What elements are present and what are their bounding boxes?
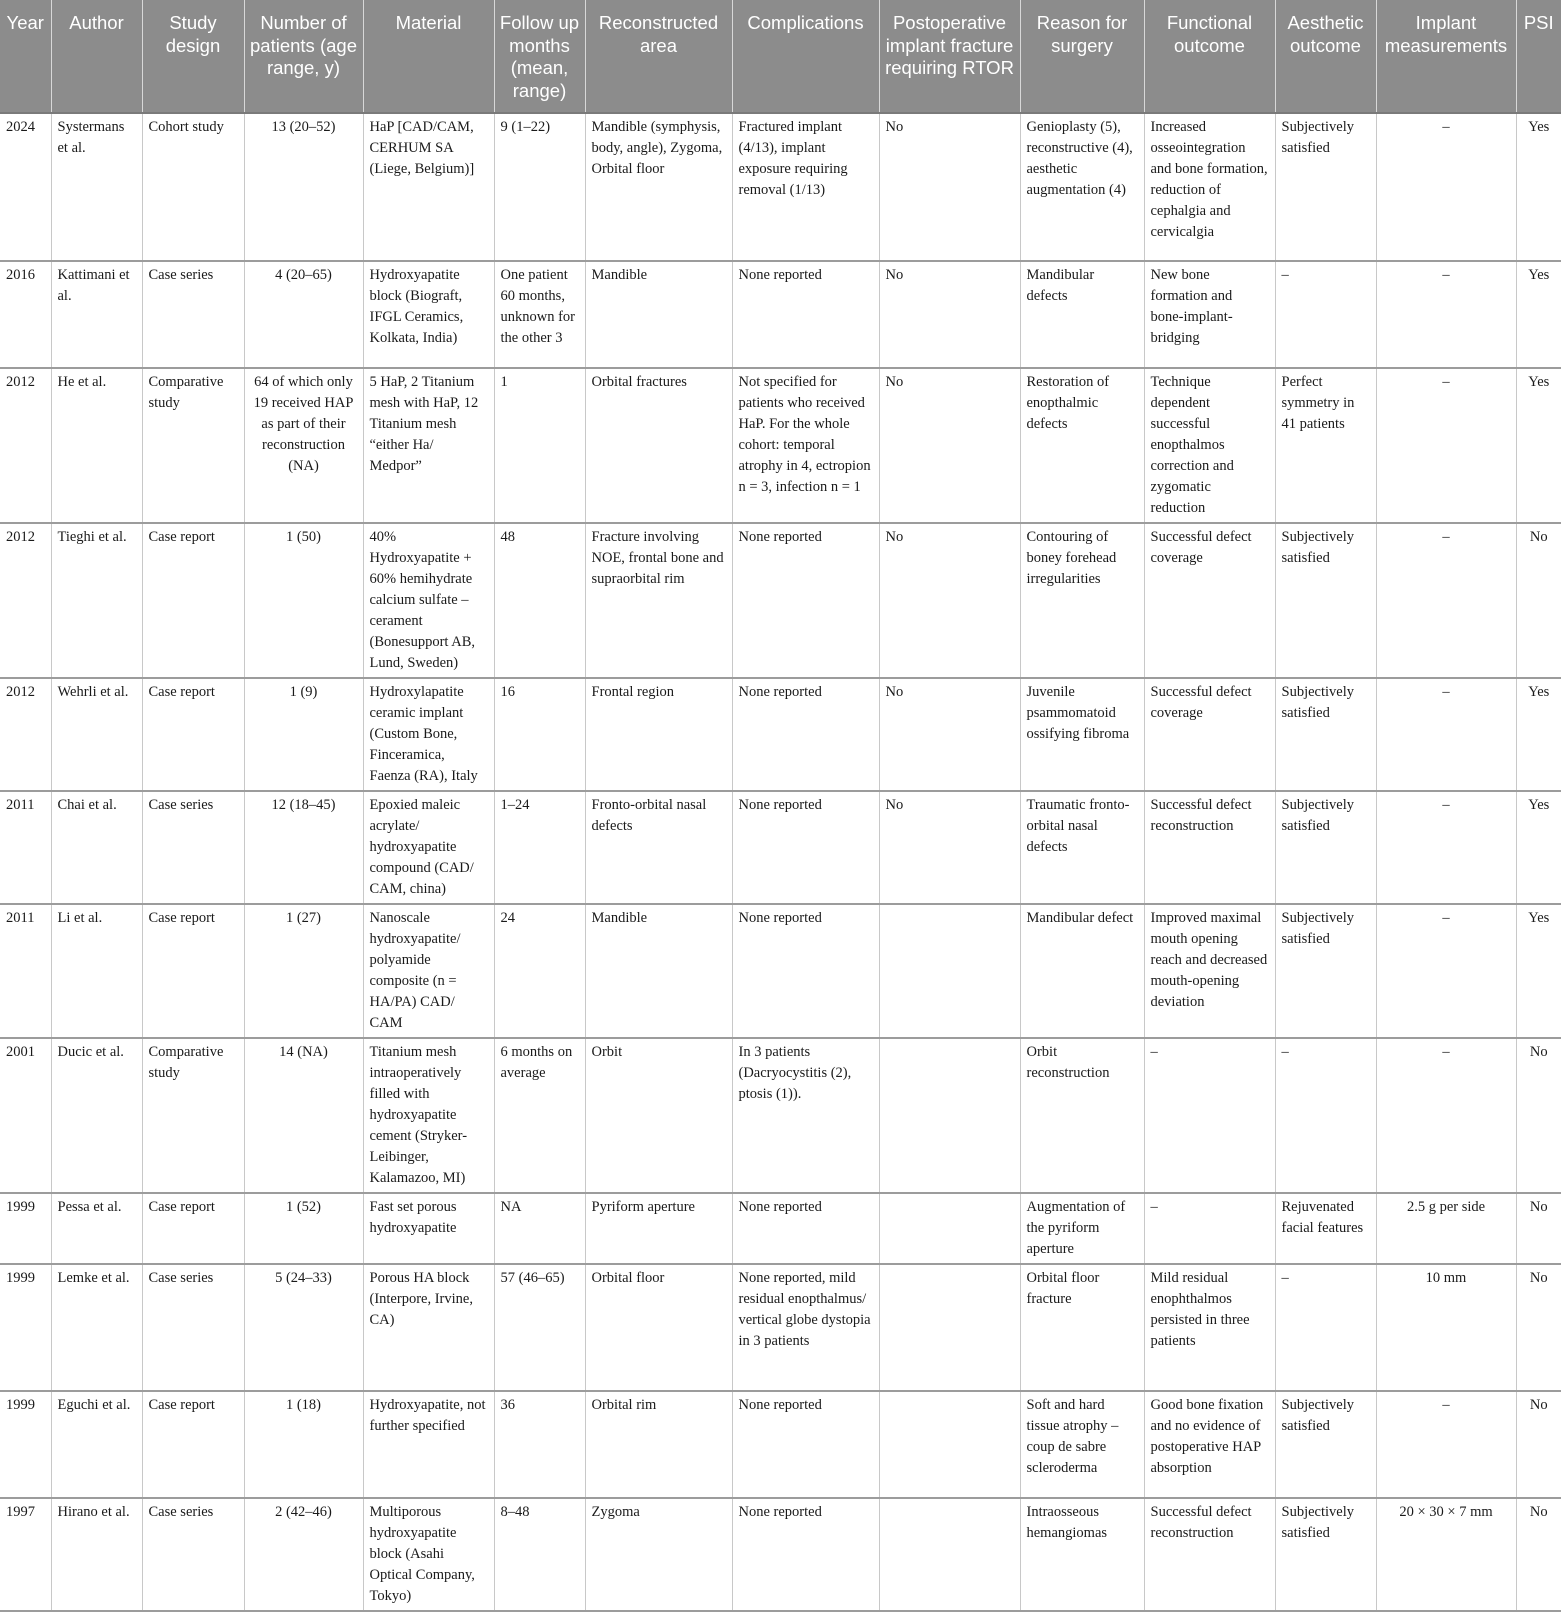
header-author: Author (51, 0, 142, 113)
cell-reason-for-surgery: Orbit reconstruction (1020, 1038, 1144, 1193)
cell-material: Porous HA block (Interpore, Irvine, CA) (363, 1264, 494, 1391)
cell-aesthetic-outcome: Subjectively satisfied (1275, 1391, 1376, 1498)
cell-aesthetic-outcome: – (1275, 1264, 1376, 1391)
cell-complications: None reported (732, 261, 879, 368)
cell-postoperative-fracture: No (879, 261, 1020, 368)
table-body (0, 113, 1561, 1611)
cell-psi: Yes (1516, 678, 1561, 791)
cell-reason-for-surgery: Orbital floor fracture (1020, 1264, 1144, 1391)
cell-number-of-patients: 64 of which only 19 received HAP as part of their reconstruction (NA) (244, 368, 363, 523)
cell-reconstructed-area: Fracture involving NOE, frontal bone and supraorbital rim (585, 523, 732, 678)
header-functional-outcome: Functional outcome (1144, 0, 1275, 113)
cell-number-of-patients: 1 (18) (244, 1391, 363, 1498)
cell-material: Hydroxyapatite block (Biograft, IFGL Ceramics, Kolkata, India) (363, 261, 494, 368)
cell-reconstructed-area: Pyriform aperture (585, 1193, 732, 1264)
cell-postoperative-fracture: No (879, 678, 1020, 791)
cell-reason-for-surgery: Soft and hard tissue atrophy – coup de sabre scleroderma (1020, 1391, 1144, 1498)
cell-reconstructed-area: Fronto-orbital nasal defects (585, 791, 732, 904)
cell-psi: No (1516, 1038, 1561, 1193)
cell-aesthetic-outcome: Rejuvenated facial features (1275, 1193, 1376, 1264)
cell-functional-outcome: Successful defect coverage (1144, 523, 1275, 678)
cell-follow-up: 16 (494, 678, 585, 791)
cell-aesthetic-outcome: Subjectively satisfied (1275, 904, 1376, 1038)
cell-implant-measurements: – (1376, 1038, 1516, 1193)
header-reconstructed-area: Reconstructed area (585, 0, 732, 113)
table-header (0, 0, 1561, 113)
cell-aesthetic-outcome: Subjectively satisfied (1275, 1498, 1376, 1611)
cell-follow-up: 24 (494, 904, 585, 1038)
table-row (0, 1498, 1561, 1611)
cell-reconstructed-area: Mandible (585, 261, 732, 368)
cell-complications: None reported (732, 678, 879, 791)
cell-complications: None reported, mild residual enopthalmus/ vertical globe dystopia in 3 patients (732, 1264, 879, 1391)
cell-aesthetic-outcome: Subjectively satisfied (1275, 678, 1376, 791)
cell-author: Chai et al. (51, 791, 142, 904)
cell-author: Li et al. (51, 904, 142, 1038)
cell-aesthetic-outcome: Subjectively satisfied (1275, 113, 1376, 261)
header-study-design: Study design (142, 0, 244, 113)
cell-aesthetic-outcome: Subjectively satisfied (1275, 523, 1376, 678)
cell-number-of-patients: 4 (20–65) (244, 261, 363, 368)
table-row (0, 368, 1561, 523)
cell-material: Fast set porous hydroxyapatite (363, 1193, 494, 1264)
cell-reason-for-surgery: Traumatic fronto-orbital nasal defects (1020, 791, 1144, 904)
cell-implant-measurements: – (1376, 523, 1516, 678)
table-row (0, 791, 1561, 904)
cell-follow-up: 1 (494, 368, 585, 523)
cell-psi: No (1516, 523, 1561, 678)
cell-number-of-patients: 1 (52) (244, 1193, 363, 1264)
cell-year: 1999 (0, 1264, 51, 1391)
header-postoperative-fracture: Postoperative implant fracture requiring RTOR (879, 0, 1020, 113)
cell-postoperative-fracture: No (879, 791, 1020, 904)
header-number-of-patients: Number of patients (age range, y) (244, 0, 363, 113)
header-psi: PSI (1516, 0, 1561, 113)
cell-reason-for-surgery: Mandibular defects (1020, 261, 1144, 368)
cell-aesthetic-outcome: – (1275, 261, 1376, 368)
cell-implant-measurements: – (1376, 678, 1516, 791)
cell-aesthetic-outcome: Perfect symmetry in 41 patients (1275, 368, 1376, 523)
cell-year: 2011 (0, 904, 51, 1038)
cell-study-design: Comparative study (142, 1038, 244, 1193)
table-row (0, 1038, 1561, 1193)
cell-follow-up: 8–48 (494, 1498, 585, 1611)
cell-psi: Yes (1516, 113, 1561, 261)
cell-reason-for-surgery: Intraosseous hemangiomas (1020, 1498, 1144, 1611)
header-reason-for-surgery: Reason for surgery (1020, 0, 1144, 113)
cell-complications: None reported (732, 1193, 879, 1264)
cell-year: 1997 (0, 1498, 51, 1611)
cell-author: Kattimani et al. (51, 261, 142, 368)
cell-number-of-patients: 14 (NA) (244, 1038, 363, 1193)
cell-reconstructed-area: Zygoma (585, 1498, 732, 1611)
cell-material: 40% Hydroxyapatite + 60% hemihydrate calcium sulfate – cerament (Bonesupport AB, Lund, Sweden) (363, 523, 494, 678)
cell-study-design: Case report (142, 1193, 244, 1264)
cell-year: 2001 (0, 1038, 51, 1193)
cell-number-of-patients: 13 (20–52) (244, 113, 363, 261)
cell-functional-outcome: – (1144, 1193, 1275, 1264)
cell-study-design: Comparative study (142, 368, 244, 523)
cell-follow-up: One patient 60 months, unknown for the other 3 (494, 261, 585, 368)
cell-follow-up: 48 (494, 523, 585, 678)
cell-aesthetic-outcome: Subjectively satisfied (1275, 791, 1376, 904)
cell-psi: Yes (1516, 261, 1561, 368)
cell-implant-measurements: – (1376, 791, 1516, 904)
table-row (0, 1264, 1561, 1391)
cell-functional-outcome: Successful defect coverage (1144, 678, 1275, 791)
cell-author: Wehrli et al. (51, 678, 142, 791)
cell-study-design: Case report (142, 678, 244, 791)
cell-study-design: Cohort study (142, 113, 244, 261)
cell-reconstructed-area: Mandible (585, 904, 732, 1038)
cell-number-of-patients: 1 (50) (244, 523, 363, 678)
header-row (0, 0, 1561, 113)
cell-material: Hydroxylapatite ceramic implant (Custom Bone, Finceramica, Faenza (RA), Italy (363, 678, 494, 791)
cell-follow-up: 57 (46–65) (494, 1264, 585, 1391)
cell-aesthetic-outcome: – (1275, 1038, 1376, 1193)
table-row (0, 261, 1561, 368)
cell-number-of-patients: 1 (27) (244, 904, 363, 1038)
cell-author: Systermans et al. (51, 113, 142, 261)
cell-author: Ducic et al. (51, 1038, 142, 1193)
cell-functional-outcome: – (1144, 1038, 1275, 1193)
cell-functional-outcome: Successful defect reconstruction (1144, 791, 1275, 904)
cell-material: Epoxied maleic acrylate/ hydroxyapatite compound (CAD/ CAM, china) (363, 791, 494, 904)
cell-complications: None reported (732, 791, 879, 904)
cell-reconstructed-area: Orbit (585, 1038, 732, 1193)
cell-psi: Yes (1516, 904, 1561, 1038)
cell-psi: No (1516, 1498, 1561, 1611)
cell-postoperative-fracture (879, 904, 1020, 1038)
cell-implant-measurements: – (1376, 113, 1516, 261)
cell-functional-outcome: Successful defect reconstruction (1144, 1498, 1275, 1611)
cell-postoperative-fracture: No (879, 368, 1020, 523)
cell-author: He et al. (51, 368, 142, 523)
cell-number-of-patients: 1 (9) (244, 678, 363, 791)
cell-functional-outcome: New bone formation and bone-implant-bridging (1144, 261, 1275, 368)
cell-reconstructed-area: Frontal region (585, 678, 732, 791)
header-material: Material (363, 0, 494, 113)
cell-study-design: Case series (142, 1264, 244, 1391)
cell-reconstructed-area: Orbital floor (585, 1264, 732, 1391)
cell-number-of-patients: 12 (18–45) (244, 791, 363, 904)
cell-year: 2024 (0, 113, 51, 261)
cell-complications: None reported (732, 523, 879, 678)
cell-material: 5 HaP, 2 Titanium mesh with HaP, 12 Titanium mesh “either Ha/ Medpor” (363, 368, 494, 523)
cell-reconstructed-area: Orbital rim (585, 1391, 732, 1498)
cell-number-of-patients: 2 (42–46) (244, 1498, 363, 1611)
cell-postoperative-fracture (879, 1193, 1020, 1264)
cell-study-design: Case series (142, 1498, 244, 1611)
table-row (0, 904, 1561, 1038)
cell-study-design: Case report (142, 1391, 244, 1498)
header-implant-measurements: Implant measurements (1376, 0, 1516, 113)
table-row (0, 523, 1561, 678)
cell-material: Titanium mesh intraoperatively filled with hydroxyapatite cement (Stryker-Leibinger, Kalamazoo, MI) (363, 1038, 494, 1193)
cell-postoperative-fracture (879, 1038, 1020, 1193)
cell-year: 2012 (0, 678, 51, 791)
cell-implant-measurements: – (1376, 1391, 1516, 1498)
cell-reason-for-surgery: Juvenile psammomatoid ossifying fibroma (1020, 678, 1144, 791)
header-complications: Complications (732, 0, 879, 113)
cell-reason-for-surgery: Contouring of boney forehead irregularities (1020, 523, 1144, 678)
cell-reason-for-surgery: Mandibular defect (1020, 904, 1144, 1038)
cell-study-design: Case series (142, 791, 244, 904)
cell-follow-up: 9 (1–22) (494, 113, 585, 261)
cell-material: Nanoscale hydroxyapatite/ polyamide composite (n = HA/PA) CAD/ CAM (363, 904, 494, 1038)
cell-implant-measurements: – (1376, 261, 1516, 368)
cell-reason-for-surgery: Genioplasty (5), reconstructive (4), aesthetic augmentation (4) (1020, 113, 1144, 261)
table-row (0, 1193, 1561, 1264)
table-row (0, 1391, 1561, 1498)
cell-material: HaP [CAD/CAM, CERHUM SA (Liege, Belgium)] (363, 113, 494, 261)
header-aesthetic-outcome: Aesthetic outcome (1275, 0, 1376, 113)
cell-reconstructed-area: Mandible (symphysis, body, angle), Zygoma, Orbital floor (585, 113, 732, 261)
cell-postoperative-fracture (879, 1264, 1020, 1391)
cell-year: 2012 (0, 523, 51, 678)
cell-reason-for-surgery: Restoration of enopthalmic defects (1020, 368, 1144, 523)
cell-complications: In 3 patients (Dacryocystitis (2), ptosis (1)). (732, 1038, 879, 1193)
cell-author: Hirano et al. (51, 1498, 142, 1611)
cell-follow-up: 6 months on average (494, 1038, 585, 1193)
cell-implant-measurements: 10 mm (1376, 1264, 1516, 1391)
cell-complications: None reported (732, 904, 879, 1038)
cell-reconstructed-area: Orbital fractures (585, 368, 732, 523)
cell-functional-outcome: Good bone fixation and no evidence of postoperative HAP absorption (1144, 1391, 1275, 1498)
table-row (0, 678, 1561, 791)
cell-follow-up: 1–24 (494, 791, 585, 904)
cell-follow-up: 36 (494, 1391, 585, 1498)
cell-postoperative-fracture: No (879, 523, 1020, 678)
cell-author: Lemke et al. (51, 1264, 142, 1391)
cell-year: 2016 (0, 261, 51, 368)
cell-implant-measurements: 2.5 g per side (1376, 1193, 1516, 1264)
table-row (0, 113, 1561, 261)
cell-study-design: Case report (142, 523, 244, 678)
cell-number-of-patients: 5 (24–33) (244, 1264, 363, 1391)
cell-complications: None reported (732, 1391, 879, 1498)
cell-postoperative-fracture (879, 1498, 1020, 1611)
cell-psi: No (1516, 1193, 1561, 1264)
header-follow-up: Follow up months (mean, range) (494, 0, 585, 113)
cell-year: 2011 (0, 791, 51, 904)
cell-material: Hydroxyapatite, not further specified (363, 1391, 494, 1498)
cell-psi: Yes (1516, 791, 1561, 904)
cell-implant-measurements: – (1376, 368, 1516, 523)
cell-year: 1999 (0, 1193, 51, 1264)
cell-functional-outcome: Mild residual enophthalmos persisted in three patients (1144, 1264, 1275, 1391)
cell-functional-outcome: Technique dependent successful enopthalmos correction and zygomatic reduction (1144, 368, 1275, 523)
cell-author: Eguchi et al. (51, 1391, 142, 1498)
cell-psi: No (1516, 1264, 1561, 1391)
cell-year: 2012 (0, 368, 51, 523)
cell-functional-outcome: Increased osseointegration and bone formation, reduction of cephalgia and cervicalgia (1144, 113, 1275, 261)
cell-author: Pessa et al. (51, 1193, 142, 1264)
cell-study-design: Case series (142, 261, 244, 368)
cell-postoperative-fracture (879, 1391, 1020, 1498)
cell-complications: Fractured implant (4/13), implant exposure requiring removal (1/13) (732, 113, 879, 261)
cell-complications: Not specified for patients who received HaP. For the whole cohort: temporal atrophy in 4, ectropion n = 3, infection n = 1 (732, 368, 879, 523)
cell-study-design: Case report (142, 904, 244, 1038)
cell-functional-outcome: Improved maximal mouth opening reach and decreased mouth-opening deviation (1144, 904, 1275, 1038)
cell-complications: None reported (732, 1498, 879, 1611)
cell-follow-up: NA (494, 1193, 585, 1264)
cell-year: 1999 (0, 1391, 51, 1498)
cell-reason-for-surgery: Augmentation of the pyriform aperture (1020, 1193, 1144, 1264)
cell-psi: Yes (1516, 368, 1561, 523)
cell-postoperative-fracture: No (879, 113, 1020, 261)
cell-material: Multiporous hydroxyapatite block (Asahi Optical Company, Tokyo) (363, 1498, 494, 1611)
cell-implant-measurements: – (1376, 904, 1516, 1038)
header-year: Year (0, 0, 51, 113)
cell-author: Tieghi et al. (51, 523, 142, 678)
cell-psi: No (1516, 1391, 1561, 1498)
cell-implant-measurements: 20 × 30 × 7 mm (1376, 1498, 1516, 1611)
